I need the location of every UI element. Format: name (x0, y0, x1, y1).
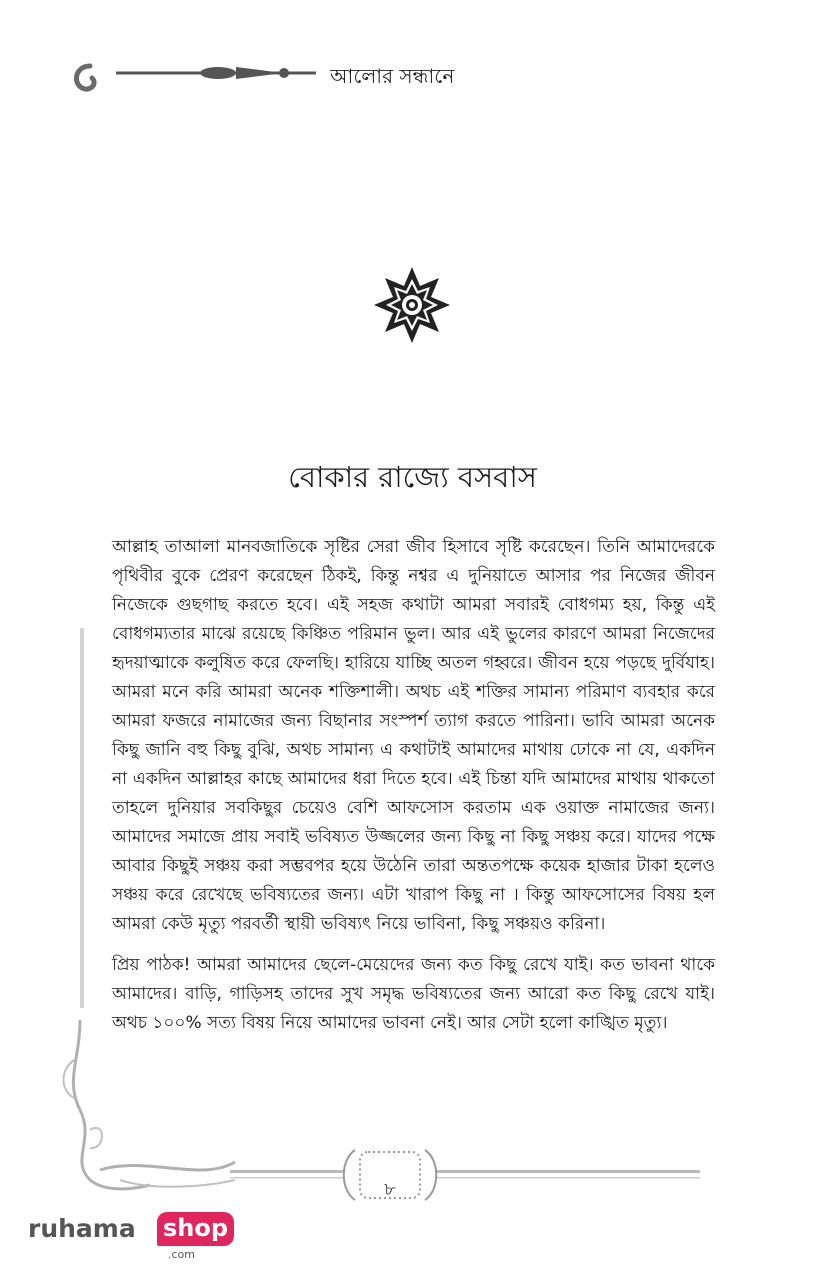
page-number: ৮ (384, 1179, 396, 1200)
left-border-line (80, 628, 84, 1008)
brand-name-left: ruhama (28, 1214, 136, 1243)
running-header-title: আলোর সন্ধানে (330, 64, 455, 88)
brand-name-right: shop (157, 1212, 234, 1246)
star-ornament-icon (372, 265, 452, 345)
brand-domain: .com (168, 1248, 195, 1261)
header-ornament-icon (68, 58, 588, 98)
paragraph-2: প্রিয় পাঠক! আমরা আমাদের ছেলে-মেয়েদের জন্য কত কিছু রেখে যাই। কত ভাবনা থাকে আমাদের। বাড়ি, গাড়িসহ তাদের সুখ সমৃদ্ধ ভবিষ্যতের জন্য আরো কত কিছু রেখে যাই। অথচ ১০০% সত্য বিষয় নিয়ে আমাদের ভাবনা নেই। আর সেটা হলো কাঙ্খিত মৃত্যু। (112, 955, 715, 1033)
chapter-title: বোকার রাজ্যে বসবাস (288, 460, 537, 494)
body-text (112, 533, 715, 1050)
brand-watermark (28, 1210, 228, 1260)
page-header (68, 58, 588, 98)
paragraph-1: আল্লাহ তাআলা মানবজাতিকে সৃষ্টির সেরা জীব হিসাবে সৃষ্টি করেছেন। তিনি আমাদেরকে পৃথিবীর বুকে প্রেরণ করেছেন ঠিকই, কিন্তু নশ্বর এ দুনিয়াতে আসার পর নিজের জীবন নিজেকে গুছগাছ করতে হবে। এই সহজ কথাটা আমরা সবারই বোধগম্য হয়, কিন্তু এই বোধগম্যতার মাঝে রয়েছে কিঞ্চিত পরিমান ভুল। আর এই ভুলের কারণে আমরা নিজেদের হৃদয়াত্মাকে কলুষিত করে ফেলছি। হারিয়ে যাচ্ছি অতল গহ্বরে। জীবন হয়ে পড়ছে দুর্বিযাহ। আমরা মনে করি আমরা অনেক শক্তিশালী। অথচ এই শক্তির সামান্য পরিমাণ ব্যবহার করে আমরা ফজরে নামাজের জন্য বিছানার সংস্পর্শ ত্যাগ করতে পারিনা। ভাবি আমরা অনেক কিছু জানি বহু কিছু বুঝি, অথচ সামান্য এ কথাটাই আমাদের মাথায় ঢোকে না যে, একদিন না একদিন আল্লাহর কাছে আমাদের ধরা দিতে হবে। এই চিন্তা যদি আমাদের মাথায় থাকতো তাহলে দুনিয়ার সবকিছুর চেয়েও বেশি আফসোস করতাম এক ওয়াক্ত নামাজের জন্য। আমাদের সমাজে প্রায় সবাই ভবিষ্যত উজ্জলের জন্য কিছু না কিছু সঞ্চয় করে। যাদের পক্ষে আবার কিছুই সঞ্চয় করা সম্ভবপর হয়ে উঠেনি তারা অন্ততপক্ষে কয়েক হাজার টাকা হলেও সঞ্চয় করে রেখেছে ভবিষ্যতের জন্য। এটা খারাপ কিছু না । কিন্তু আফসোসের বিষয় হল আমরা কেউ মৃত্যু পরবর্তী স্থায়ী ভবিষ্যৎ নিয়ে ভাবিনা, কিছু সঞ্চয়ও করিনা। (112, 537, 715, 934)
